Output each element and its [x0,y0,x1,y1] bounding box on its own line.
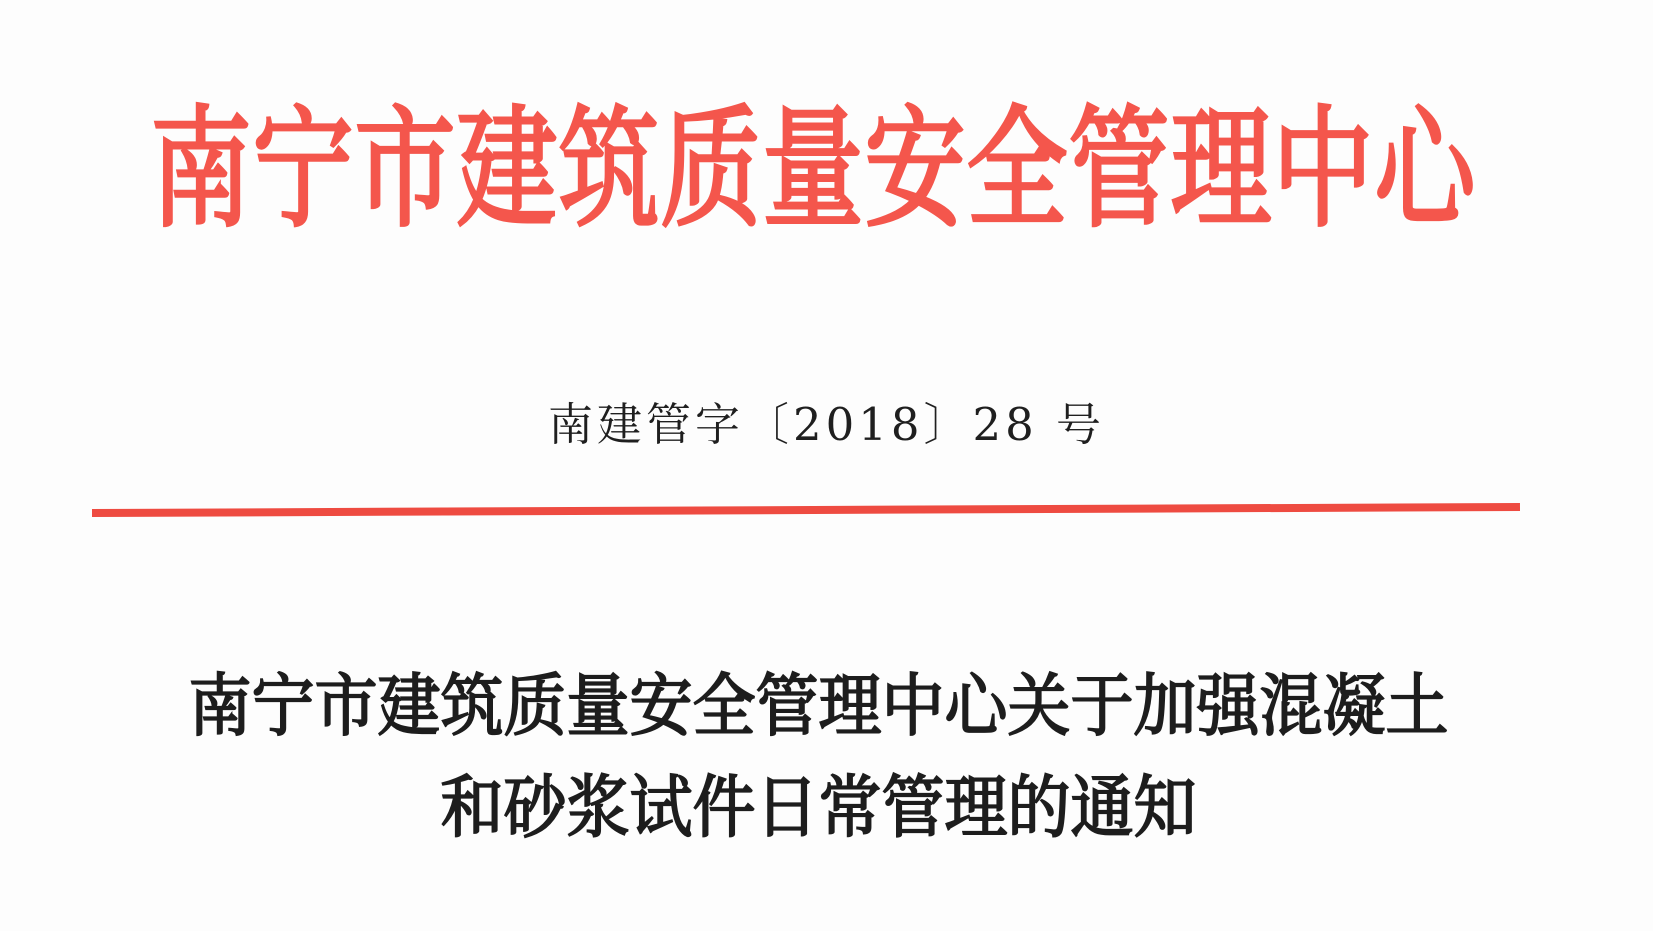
document-title-line2: 和砂浆试件日常管理的通知 [440,767,1197,848]
document-title [0,655,1653,858]
document-number: 南建管字〔2018〕28 号 [547,398,1106,451]
document-title-line1: 南宁市建筑质量安全管理中心关于加强混凝土 [188,665,1449,746]
red-divider-line [92,503,1520,517]
org-header-title: 南宁市建筑质量安全管理中心 [150,91,1477,246]
